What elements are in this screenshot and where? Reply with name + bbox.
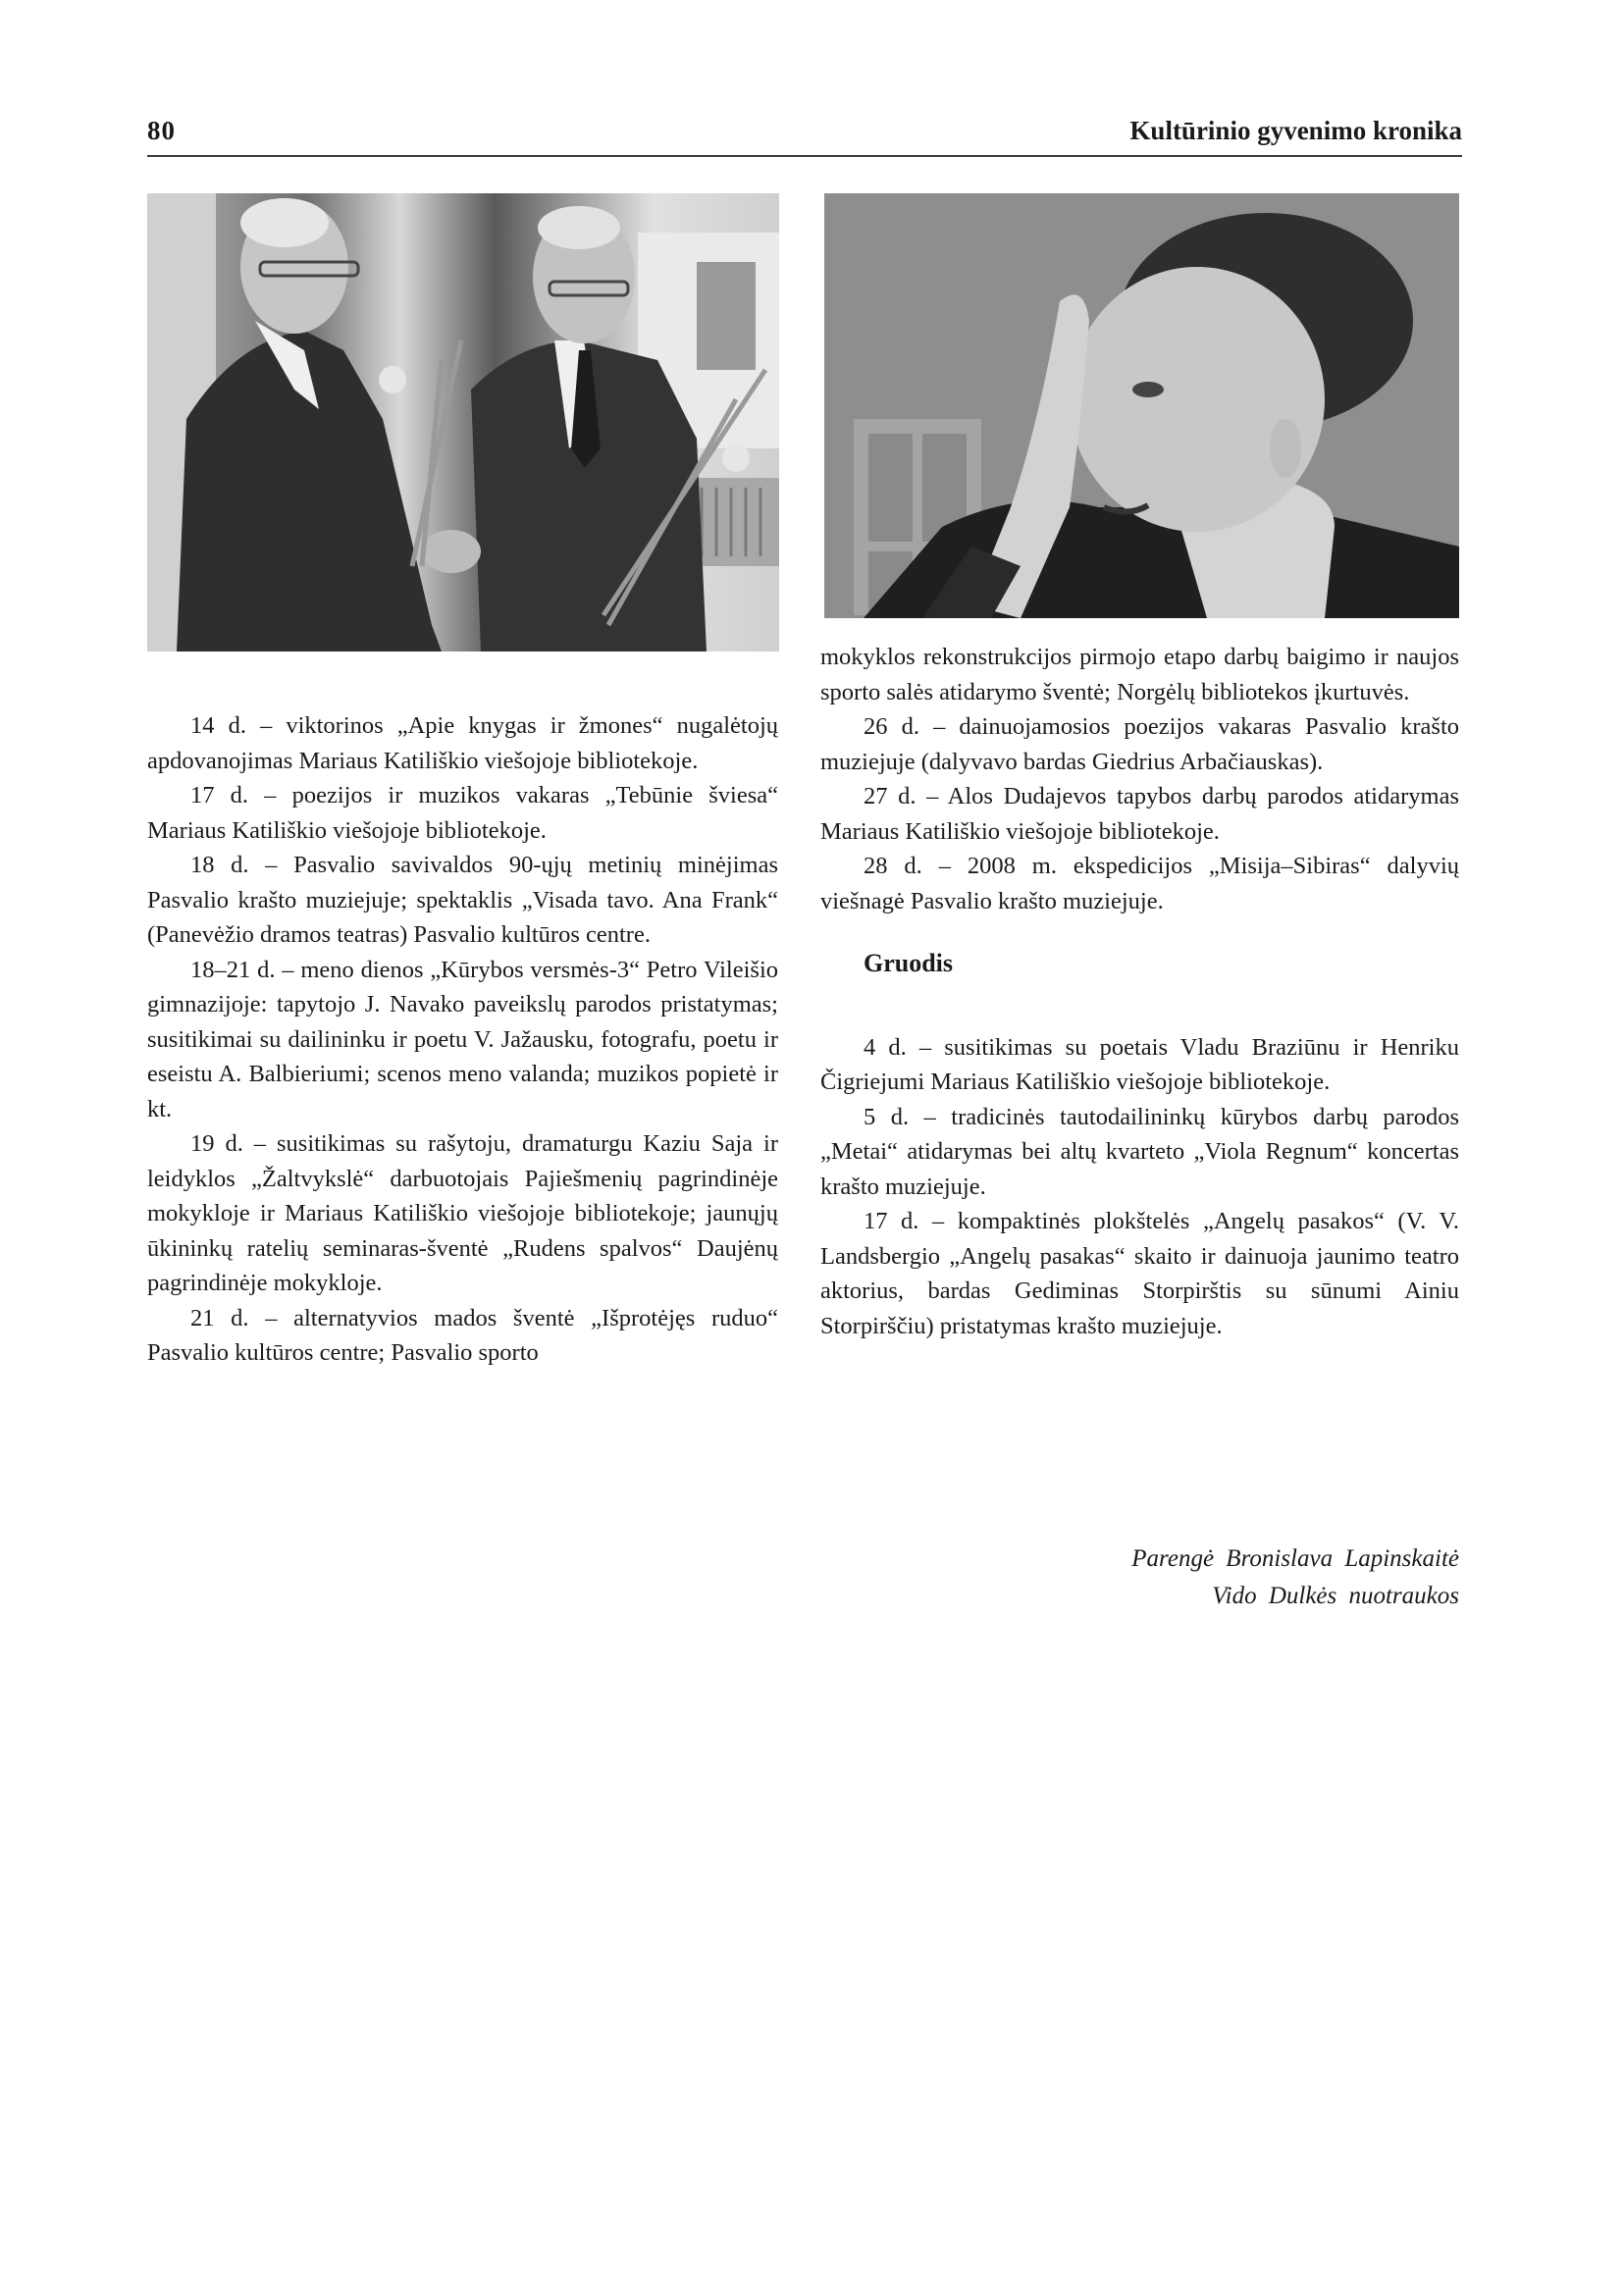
- entry-paragraph: 4 d. – susitikimas su poetais Vladu Braziūnu ir Henriku Čigriejumi Mariaus Katiliškio viešojoje bibliotekoje.: [820, 1033, 1459, 1095]
- photo-handshake: [147, 193, 779, 652]
- photo-credit: Vido Dulkės nuotraukos: [1212, 1583, 1459, 1609]
- entry-paragraph: 26 d. – dainuojamosios poezijos vakaras Pasvalio krašto muziejuje (dalyvavo bardas Giedrius Arbačiauskas).: [820, 713, 1459, 775]
- entry-paragraph: 18–21 d. – meno dienos „Kūrybos versmės-3“ Petro Vileišio gimnazijoje: tapytojo J. Navako paveikslų parodos pristatymas; susitikimai su dailininku ir poetu V. Jažausku, fotografu, poetu ir eseistu A. Balbieriumi; scenos meno valanda; muzikos popietė ir kt.: [147, 956, 778, 1122]
- entry-paragraph: 17 d. – poezijos ir muzikos vakaras „Tebūnie šviesa“ Mariaus Katiliškio viešojoje bibliotekoje.: [147, 782, 778, 844]
- page-header: [147, 116, 1462, 157]
- month-heading: Gruodis: [864, 949, 954, 977]
- running-title: Kultūrinio gyvenimo kronika: [1129, 116, 1462, 145]
- photo-handshake-image: [147, 193, 779, 652]
- compiled-by: Parengė Bronislava Lapinskaitė: [1131, 1545, 1459, 1572]
- entry-paragraph: 19 d. – susitikimas su rašytoju, dramaturgu Kaziu Saja ir leidyklos „Žaltvykslė“ darbuotojais Pajiešmenių pagrindinėje mokykloje ir Mariaus Katiliškio viešojoje bibliotekoje; jaunųjų ūkininkų ratelių seminaras-šventė „Rudens spalvos“ Daujėnų pagrindinėje mokykloje.: [147, 1130, 778, 1296]
- signature-block: [1131, 1540, 1459, 1615]
- page-number: 80: [147, 116, 176, 145]
- entry-paragraph: 17 d. – kompaktinės plokštelės „Angelų pasakos“ (V. V. Landsbergio „Angelų pasakas“ skaito ir dainuoja jaunimo teatro aktorius, bardas Gediminas Storpirštis su sūnumi Ainiu Storpirščiu) pristatymas krašto muziejuje.: [820, 1208, 1459, 1339]
- right-column: [820, 640, 1459, 1343]
- entry-paragraph: 5 d. – tradicinės tautodailininkų kūrybos darbų parodos „Metai“ atidarymas bei altų kvarteto „Viola Regnum“ koncertas krašto muziejuje.: [820, 1103, 1459, 1200]
- continuation-paragraph: mokyklos rekonstrukcijos pirmojo etapo darbų baigimo ir naujos sporto salės atidarymo šventė; Norgėlų bibliotekos įkurtuvės.: [820, 644, 1459, 705]
- entry-paragraph: 28 d. – 2008 m. ekspedicijos „Misija–Sibiras“ dalyvių viešnagė Pasvalio krašto muziejuje.: [820, 853, 1459, 914]
- entry-paragraph: 18 d. – Pasvalio savivaldos 90-ųjų metinių minėjimas Pasvalio krašto muziejuje; spektaklis „Visada tavo. Ana Frank“ (Panevėžio dramos teatras) Pasvalio kultūros centre.: [147, 852, 778, 948]
- entry-paragraph: 21 d. – alternatyvios mados šventė „Išprotėjęs ruduo“ Pasvalio kultūros centre; Pasvalio sporto: [147, 1304, 778, 1366]
- photo-portrait-image: [824, 193, 1459, 618]
- left-column: [147, 708, 778, 1371]
- entry-paragraph: 27 d. – Alos Dudajevos tapybos darbų parodos atidarymas Mariaus Katiliškio viešojoje bibliotekoje.: [820, 783, 1459, 845]
- photo-portrait: [824, 193, 1459, 618]
- entry-paragraph: 14 d. – viktorinos „Apie knygas ir žmones“ nugalėtojų apdovanojimas Mariaus Katiliškio viešojoje bibliotekoje.: [147, 712, 778, 774]
